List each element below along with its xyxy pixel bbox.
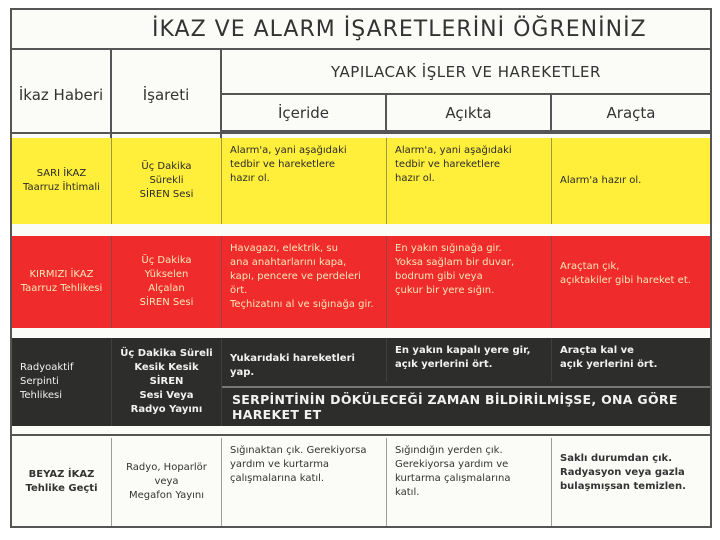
indoor-action: Alarm'a, yani aşağıdaki tedbir ve hareketlere hazır ol. bbox=[222, 138, 387, 224]
vehicle-action: Araçta kal ve açık yerlerini ört. bbox=[560, 345, 658, 370]
header-warning: İkaz Haberi bbox=[12, 50, 112, 140]
indoor-action: Sığınaktan çık. Gerekiyorsa yardım ve kurtarma çalışmalarına katıl. bbox=[222, 438, 387, 526]
signal-label: Üç Dakika Yükselen Alçalan SİREN Sesi bbox=[112, 236, 222, 328]
signal-label: Üç Dakika Sürekli SİREN Sesi bbox=[112, 138, 222, 224]
header-vehicle: Araçta bbox=[552, 95, 710, 132]
signal-label: Radyo, Hoparlör veya Megafon Yayını bbox=[112, 438, 222, 526]
warning-label: KIRMIZI İKAZ Taarruz Tehlikesi bbox=[12, 236, 112, 328]
row-radioactive-warning bbox=[12, 338, 710, 426]
row-divider bbox=[12, 434, 710, 436]
row-yellow-warning bbox=[12, 138, 710, 224]
warning-label: Radyoaktif Serpinti Tehlikesi bbox=[12, 338, 112, 426]
outdoor-action: Alarm'a, yani aşağıdaki tedbir ve hareketlere hazır ol. bbox=[387, 138, 552, 224]
vehicle-action: Saklı durumdan çık. Radyasyon veya gazla bulaşmışsan temizlen. bbox=[560, 453, 686, 492]
header-signal: İşareti bbox=[112, 50, 222, 140]
warning-label: BEYAZ İKAZ Tehlike Geçti bbox=[12, 438, 112, 526]
indoor-action: Yukarıdaki hareketleri yap. bbox=[222, 338, 387, 382]
vehicle-action: Araçtan çık, açıktakiler gibi hareket et. bbox=[560, 261, 691, 286]
outdoor-action: Sığındığın yerden çık. Gerekiyorsa yardım ve kurtarma çalışmalarına katıl. bbox=[387, 438, 552, 526]
header-divider bbox=[12, 132, 710, 134]
header-actions: YAPILACAK İŞLER VE HAREKETLER bbox=[222, 50, 710, 95]
header-indoor: İçeride bbox=[222, 95, 387, 132]
row-red-warning bbox=[12, 236, 710, 328]
vehicle-action: Alarm'a hazır ol. bbox=[560, 175, 642, 186]
outdoor-action: En yakın sığınağa gir. Yoksa sağlam bir duvar, bodrum gibi veya çukur bir yere sığın. bbox=[387, 236, 552, 328]
indoor-action: Havagazı, elektrik, su ana anahtarlarını kapa, kapı, pencere ve perdeleri ört. Teçhizatını al ve sığınağa gir. bbox=[222, 236, 387, 328]
fallout-note: SERPİNTİNİN DÖKÜLECEĞİ ZAMAN BİLDİRİLMİŞSE, ONA GÖRE HAREKET ET bbox=[222, 386, 710, 426]
page-title: İKAZ VE ALARM İŞARETLERİNİ ÖĞRENİNİZ bbox=[12, 10, 710, 50]
outdoor-action: En yakın kapalı yere gir, açık yerlerini ört. bbox=[387, 338, 552, 382]
header-outdoor: Açıkta bbox=[387, 95, 552, 132]
row-white-warning bbox=[12, 438, 710, 526]
signal-label: Üç Dakika Süreli Kesik Kesik SİREN Sesi Veya Radyo Yayını bbox=[112, 338, 222, 426]
warning-alarm-table bbox=[10, 8, 712, 528]
warning-label: SARI İKAZ Taarruz İhtimali bbox=[12, 138, 112, 224]
